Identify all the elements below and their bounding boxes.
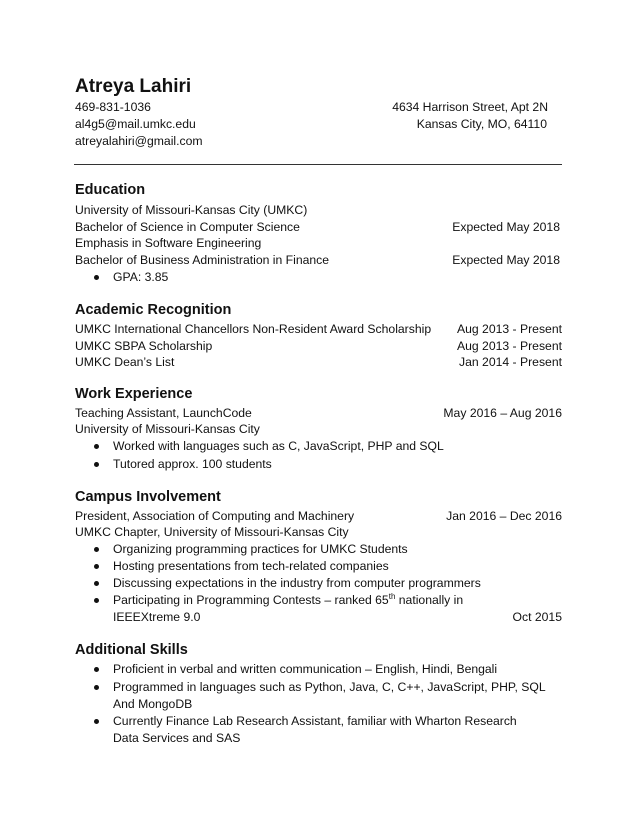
recognition-item-date: Jan 2014 - Present <box>459 355 562 369</box>
recognition-item: UMKC SBPA Scholarship <box>75 339 213 353</box>
recognition-item: UMKC Dean’s List <box>75 355 175 369</box>
work-heading: Work Experience <box>75 386 193 402</box>
campus-title: President, Association of Computing and Machinery <box>75 509 355 523</box>
header-divider <box>74 164 562 165</box>
bullet-icon <box>94 581 99 586</box>
skills-bullet: Proficient in verbal and written communication – English, Hindi, Bengali <box>113 662 498 676</box>
personal-email: atreyalahiri@gmail.com <box>75 134 203 148</box>
bullet-icon <box>94 685 99 690</box>
campus-contest-line-2: IEEEXtreme 9.0 <box>113 610 201 624</box>
work-bullet: Tutored approx. 100 students <box>113 457 272 471</box>
education-degree-2: Bachelor of Business Administration in Finance <box>75 253 330 267</box>
recognition-item-date: Aug 2013 - Present <box>456 339 562 353</box>
skills-bullet-continued: Data Services and SAS <box>113 731 241 745</box>
skills-heading: Additional Skills <box>75 642 188 658</box>
bullet-icon <box>94 564 99 569</box>
education-gpa: GPA: 3.85 <box>113 270 169 284</box>
campus-contest-superscript: th <box>388 591 396 601</box>
skills-bullet: Currently Finance Lab Research Assistant, familiar with Wharton Research <box>113 714 517 728</box>
campus-date: Jan 2016 – Dec 2016 <box>446 509 562 523</box>
bullet-icon <box>94 462 99 467</box>
education-emphasis: Emphasis in Software Engineering <box>75 236 262 250</box>
campus-bullet: Discussing expectations in the industry from computer programmers <box>113 576 481 590</box>
campus-contest <box>113 592 463 609</box>
bullet-icon <box>94 719 99 724</box>
work-bullet: Worked with languages such as C, JavaScript, PHP and SQL <box>113 439 444 453</box>
education-degree-1: Bachelor of Science in Computer Science <box>75 220 300 234</box>
phone-number: 469-831-1036 <box>75 100 151 114</box>
candidate-name: Atreya Lahiri <box>75 76 192 97</box>
education-heading: Education <box>75 182 146 198</box>
bullet-icon <box>94 547 99 552</box>
skills-bullet-continued: And MongoDB <box>113 697 193 711</box>
recognition-heading: Academic Recognition <box>75 302 232 318</box>
campus-org: UMKC Chapter, University of Missouri-Kansas City <box>75 525 349 539</box>
campus-contest-date: Oct 2015 <box>512 610 562 624</box>
campus-bullet: Hosting presentations from tech-related companies <box>113 559 389 573</box>
bullet-icon <box>94 667 99 672</box>
bullet-icon <box>94 598 99 603</box>
recognition-item-date: Aug 2013 - Present <box>456 322 562 336</box>
work-org: University of Missouri-Kansas City <box>75 422 260 436</box>
work-date: May 2016 – Aug 2016 <box>443 406 562 420</box>
school-email: al4g5@mail.umkc.edu <box>75 117 196 131</box>
education-degree-2-date: Expected May 2018 <box>452 253 560 267</box>
bullet-icon <box>94 275 99 280</box>
campus-contest-text-end: nationally in <box>395 593 464 607</box>
recognition-item: UMKC International Chancellors Non-Resident Award Scholarship <box>75 322 432 336</box>
campus-bullet: Organizing programming practices for UMKC Students <box>113 542 408 556</box>
bullet-icon <box>94 444 99 449</box>
education-school: University of Missouri-Kansas City (UMKC) <box>75 203 308 217</box>
campus-contest-text: Participating in Programming Contests – ranked 65 <box>113 593 389 607</box>
work-title: Teaching Assistant, LaunchCode <box>75 406 252 420</box>
skills-bullet: Programmed in languages such as Python, Java, C, C++, JavaScript, PHP, SQL <box>113 680 546 694</box>
campus-heading: Campus Involvement <box>75 489 221 505</box>
education-degree-1-date: Expected May 2018 <box>452 220 560 234</box>
address-line-1: 4634 Harrison Street, Apt 2N <box>392 100 548 114</box>
address-line-2: Kansas City, MO, 64110 <box>416 117 547 131</box>
